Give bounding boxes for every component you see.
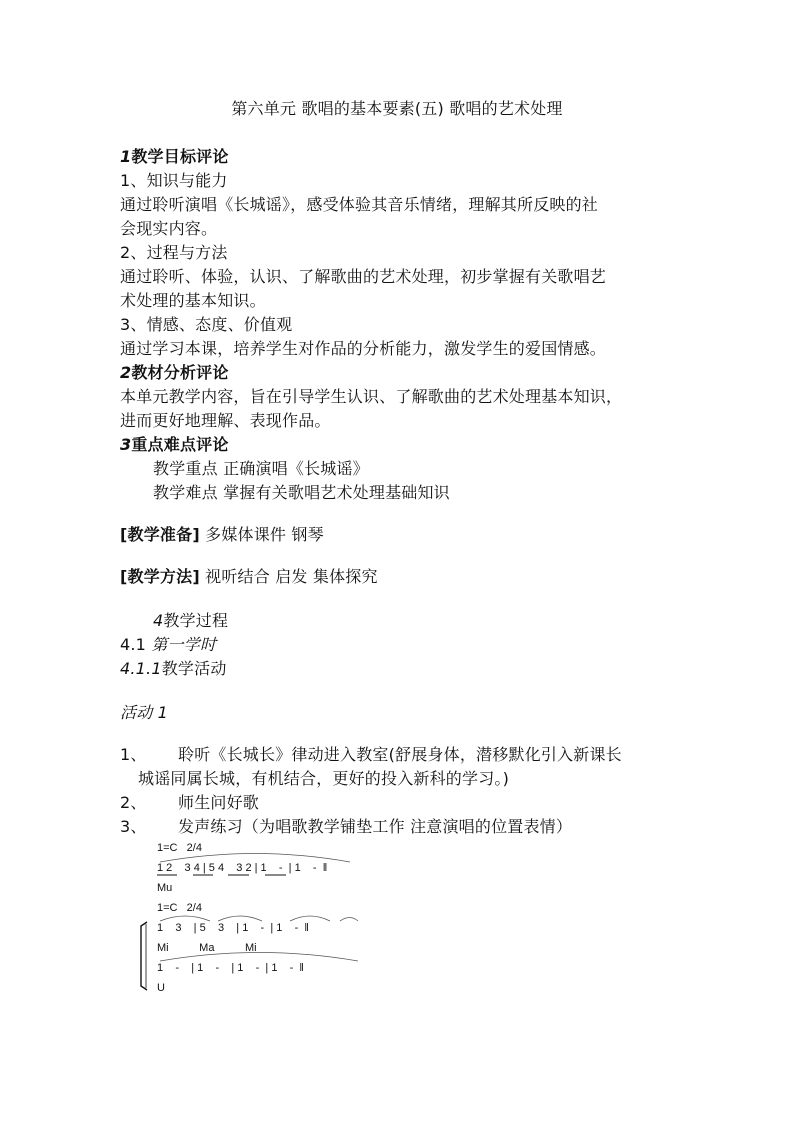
slur-mark <box>218 916 262 921</box>
exercise-2-key: 1=C 2/4 <box>157 902 202 914</box>
analysis-text-line1: 本单元教学内容，旨在引导学生认识、了解歌曲的艺术处理基本知识， <box>120 387 623 406</box>
section-title: 重点难点评论 <box>131 435 229 454</box>
section-title: 教材分析评论 <box>131 363 229 382</box>
page-title: 第六单元 歌唱的基本要素(五) 歌唱的艺术处理 <box>231 99 563 118</box>
section-number: 4 <box>153 611 164 630</box>
activity-label: 活动 1 <box>120 703 169 722</box>
section-title: 教学活动 <box>161 659 227 678</box>
step-number: 3、 <box>120 817 147 836</box>
objective-2-text-line2: 术处理的基本知识。 <box>120 291 266 310</box>
objective-2-text-line1: 通过聆听、体验，认识、了解歌曲的艺术处理，初步掌握有关歌唱艺 <box>120 267 607 286</box>
section-number: 3 <box>120 435 132 454</box>
section-title: 教学过程 <box>163 611 229 630</box>
section-number: 4.1.1 <box>120 659 162 678</box>
slur-mark <box>160 854 350 863</box>
objective-3-text-line1: 通过学习本课，培养学生对作品的分析能力，激发学生的爱国情感。 <box>120 339 607 358</box>
preparation-value: 多媒体课件 钢琴 <box>205 525 324 544</box>
difficult-point: 教学难点 掌握有关歌唱艺术处理基础知识 <box>153 483 450 502</box>
analysis-text-line2: 进而更好地理解、表现作品。 <box>120 411 331 430</box>
step-number: 1、 <box>120 745 147 764</box>
step-number: 2、 <box>120 793 147 812</box>
exercise-2-notes: 1 3 | 5 3 | 1 - | 1 - ‖ <box>157 922 309 934</box>
slur-mark <box>160 916 210 921</box>
slur-mark <box>290 916 330 921</box>
objective-1-text-line2: 会现实内容。 <box>120 219 218 238</box>
slur-mark <box>160 953 358 962</box>
slur-mark <box>340 918 358 922</box>
section-number: 4.1 <box>120 635 147 654</box>
exercise-1-notes: 1 2 3 4 | 5 4 3 2 | 1 - | 1 - ‖ <box>157 862 328 874</box>
method-value: 视听结合 启发 集体探究 <box>205 567 378 586</box>
exercise-3-syllable: U <box>157 982 165 994</box>
key-point: 教学重点 正确演唱《长城谣》 <box>153 459 369 478</box>
section-title: 教学目标评论 <box>131 147 229 166</box>
method-label: [教学方法] <box>120 567 200 586</box>
section-title: 第一学时 <box>151 635 217 654</box>
section-number: 1 <box>120 147 132 166</box>
step-text: 师生问好歌 <box>178 793 260 812</box>
step-1-continuation: 城谣同属长城，有机结合，更好的投入新科的学习。) <box>138 769 510 788</box>
objective-3-label: 3、情感、态度、价值观 <box>120 315 293 334</box>
section-number: 2 <box>120 363 132 382</box>
objective-1-text-line1: 通过聆听演唱《长城谣》，感受体验其音乐情绪，理解其所反映的社 <box>120 195 599 214</box>
step-text: 聆听《长城长》律动进入教室(舒展身体，潜移默化引入新课长 <box>178 745 622 764</box>
exercise-2-syllable: Mi Ma Mi <box>157 942 257 954</box>
exercise-3-notes: 1 - | 1 - | 1 - | 1 - ‖ <box>157 962 304 974</box>
objective-2-label: 2、过程与方法 <box>120 243 228 262</box>
step-text: 发声练习（为唱歌教学铺垫工作 注意演唱的位置表情） <box>178 817 573 836</box>
objective-1-label: 1、知识与能力 <box>120 171 228 190</box>
preparation-label: [教学准备] <box>120 525 200 544</box>
exercise-1-key: 1=C 2/4 <box>157 842 202 854</box>
exercise-1-syllable: Mu <box>157 882 173 894</box>
